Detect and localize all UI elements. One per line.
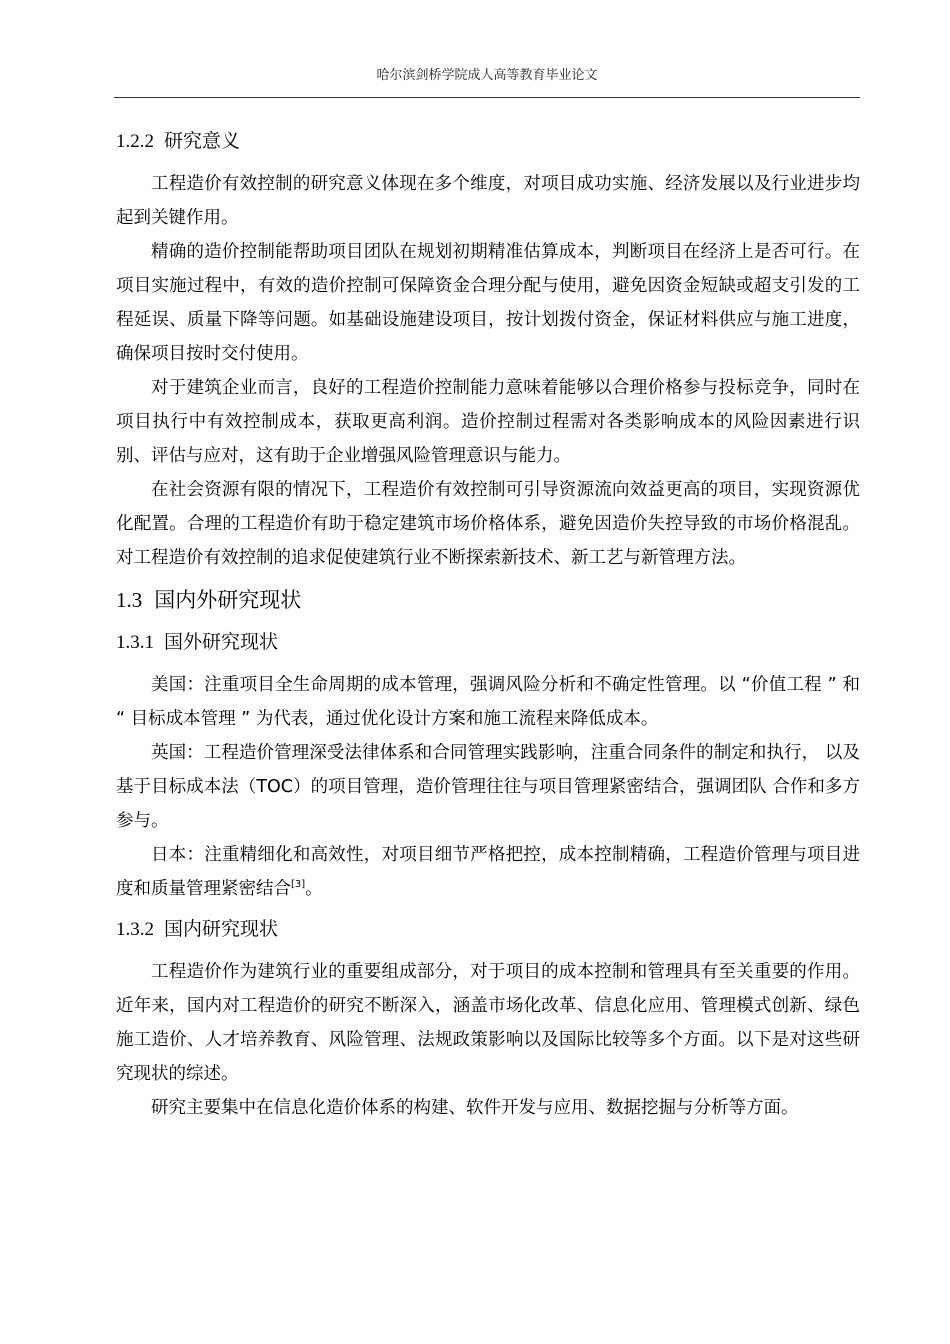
heading-1-3-2 [116,912,860,947]
heading-title: 国内外研究现状 [154,588,302,612]
paragraph: 对于建筑企业而言，良好的工程造价控制能力意味着能够以合理价格参与投标竞争，同时在项目执行中有效控制成本，获取更高利润。造价控制过程需对各类影响成本的风险因素进行识别、评估与应对，这有助于企业增强风险管理意识与能力。 [116,378,860,466]
paragraph-with-citation [116,838,860,906]
paragraph: 研究主要集中在信息化造价体系的构建、软件开发与应用、数据挖掘与分析等方面。 [151,1098,799,1118]
paragraph: 精确的造价控制能帮助项目团队在规划初期精准估算成本，判断项目在经济上是否可行。在项目实施过程中，有效的造价控制可保障资金合理分配与使用，避免因资金短缺或超支引发的工程延误、质量下降等问题。如基础设施建设项目，按计划拨付资金，保证材料供应与施工进度，确保项目按时交付使用。 [116,242,860,364]
heading-1-3 [116,583,860,617]
page-content [116,118,860,1125]
paragraph: 美国：注重项目全生命周期的成本管理，强调风险分析和不确定性管理。以 “价值工程 ” 和 “ 目标成本管理 ” 为代表，通过优化设计方案和施工流程来降低成本。 [116,675,860,729]
heading-number: 1.3.1 [116,632,154,653]
paragraph: 在社会资源有限的情况下，工程造价有效控制可引导资源流向效益更高的项目，实现资源优化配置。合理的工程造价有助于稳定建筑市场价格体系，避免因造价失控导致的市场价格混乱。对工程造价有效控制的追求促使建筑行业不断探索新技术、新工艺与新管理方法。 [116,480,860,568]
heading-number: 1.3.2 [116,919,154,940]
citation-mark: [3] [291,879,306,891]
heading-title: 国内研究现状 [164,918,279,940]
paragraph-tail: 。 [305,879,323,899]
heading-title: 国外研究现状 [164,631,279,653]
heading-1-2-2 [116,124,860,159]
heading-title: 研究意义 [164,130,241,152]
paragraph: 工程造价作为建筑行业的重要组成部分，对于项目的成本控制和管理具有至关重要的作用。近年来，国内对工程造价的研究不断深入，涵盖市场化改革、信息化应用、管理模式创新、绿色施工造价、人才培养教育、风险管理、法规政策影响以及国际比较等多个方面。以下是对这些研究现状的综述。 [116,962,860,1084]
heading-number: 1.3 [116,588,143,612]
header-divider [114,97,860,98]
paragraph: 工程造价有效控制的研究意义体现在多个维度，对项目成功实施、经济发展以及行业进步均起到关键作用。 [116,174,860,228]
paragraph: 英国：工程造价管理深受法律体系和合同管理实践影响，注重合同条件的制定和执行， 以及基于目标成本法（TOC）的项目管理，造价管理往往与项目管理紧密结合，强调团队 合作和多方参与。 [116,743,860,831]
heading-number: 1.2.2 [116,131,154,152]
heading-1-3-1 [116,625,860,660]
page-header: 哈尔滨剑桥学院成人高等教育毕业论文 [376,68,598,83]
paragraph-text: 日本：注重精细化和高效性，对项目细节严格把控，成本控制精确，工程造价管理与项目进度和质量管理紧密结合 [116,845,860,899]
